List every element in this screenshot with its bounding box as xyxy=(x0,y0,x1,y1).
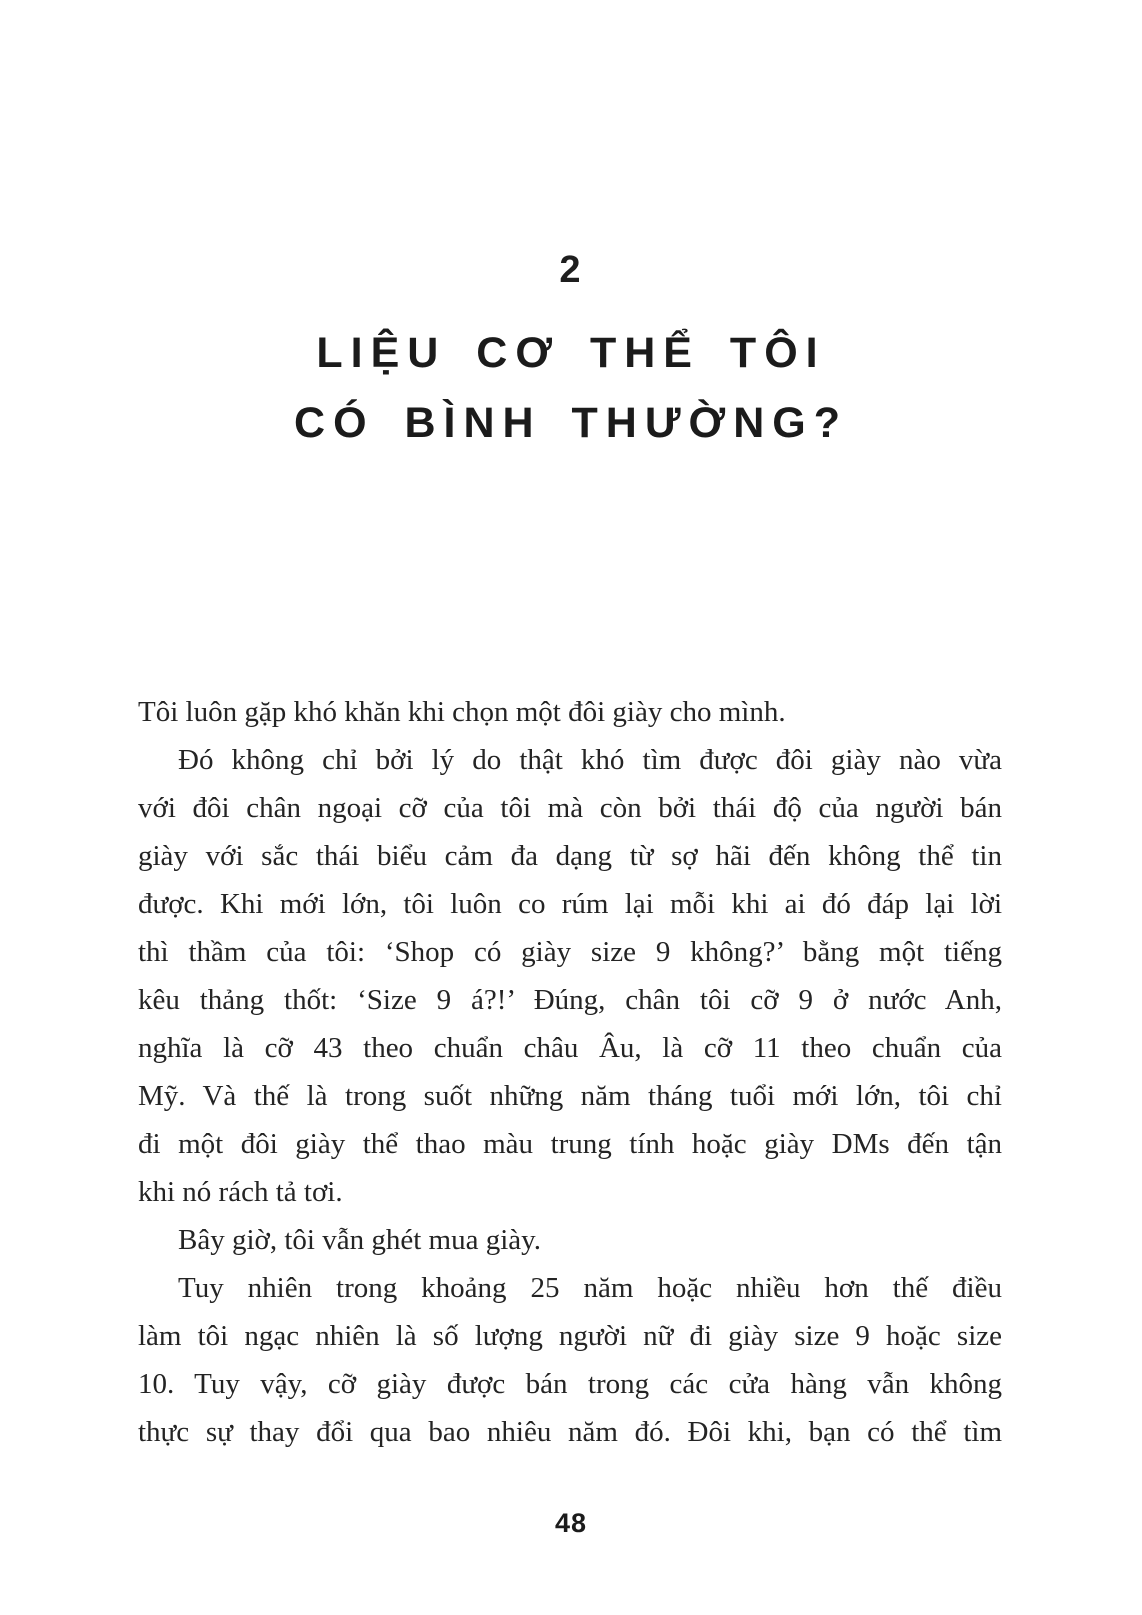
text-line: Bây giờ, tôi vẫn ghét mua giày. xyxy=(178,1224,541,1256)
text-line: Đó không chỉ bởi lý do thật khó tìm được đôi giày nào vừa xyxy=(178,744,1002,776)
chapter-title-line-1: LIỆU CƠ THỂ TÔI xyxy=(316,329,826,377)
text-line: Mỹ. Và thế là trong suốt những năm tháng tuổi mới lớn, tôi chỉ xyxy=(138,1080,1002,1112)
text-line: thì thầm của tôi: ‘Shop có giày size 9 không?’ bằng một tiếng xyxy=(138,936,1002,968)
chapter-number: 2 xyxy=(559,249,583,291)
body-text xyxy=(138,688,1002,1456)
text-line: khi nó rách tả tơi. xyxy=(138,1176,343,1208)
paragraph xyxy=(138,1216,1002,1264)
text-line: giày với sắc thái biểu cảm đa dạng từ sợ hãi đến không thể tin xyxy=(138,840,1002,872)
paragraph xyxy=(138,688,1002,736)
text-line: 10. Tuy vậy, cỡ giày được bán trong các cửa hàng vẫn không xyxy=(138,1368,1002,1400)
page-footer xyxy=(0,1508,1142,1538)
text-line: với đôi chân ngoại cỡ của tôi mà còn bởi thái độ của người bán xyxy=(138,792,1002,824)
text-line: được. Khi mới lớn, tôi luôn co rúm lại mỗi khi ai đó đáp lại lời xyxy=(138,888,1002,920)
text-line: Tuy nhiên trong khoảng 25 năm hoặc nhiều hơn thế điều xyxy=(178,1272,1002,1304)
chapter-title xyxy=(0,318,1142,458)
paragraph xyxy=(138,736,1002,1216)
page-number: 48 xyxy=(554,1508,588,1538)
text-line: kêu thảng thốt: ‘Size 9 á?!’ Đúng, chân tôi cỡ 9 ở nước Anh, xyxy=(138,984,1002,1016)
text-line: nghĩa là cỡ 43 theo chuẩn châu Âu, là cỡ 11 theo chuẩn của xyxy=(138,1032,1002,1064)
text-line: Tôi luôn gặp khó khăn khi chọn một đôi giày cho mình. xyxy=(138,696,786,728)
text-line: thực sự thay đổi qua bao nhiêu năm đó. Đôi khi, bạn có thể tìm xyxy=(138,1416,1002,1448)
paragraph xyxy=(138,1264,1002,1456)
text-line: làm tôi ngạc nhiên là số lượng người nữ đi giày size 9 hoặc size xyxy=(138,1320,1002,1352)
chapter-title-line-2: CÓ BÌNH THƯỜNG? xyxy=(294,399,848,447)
chapter-header xyxy=(0,250,1142,458)
text-line: đi một đôi giày thể thao màu trung tính hoặc giày DMs đến tận xyxy=(138,1128,1002,1160)
